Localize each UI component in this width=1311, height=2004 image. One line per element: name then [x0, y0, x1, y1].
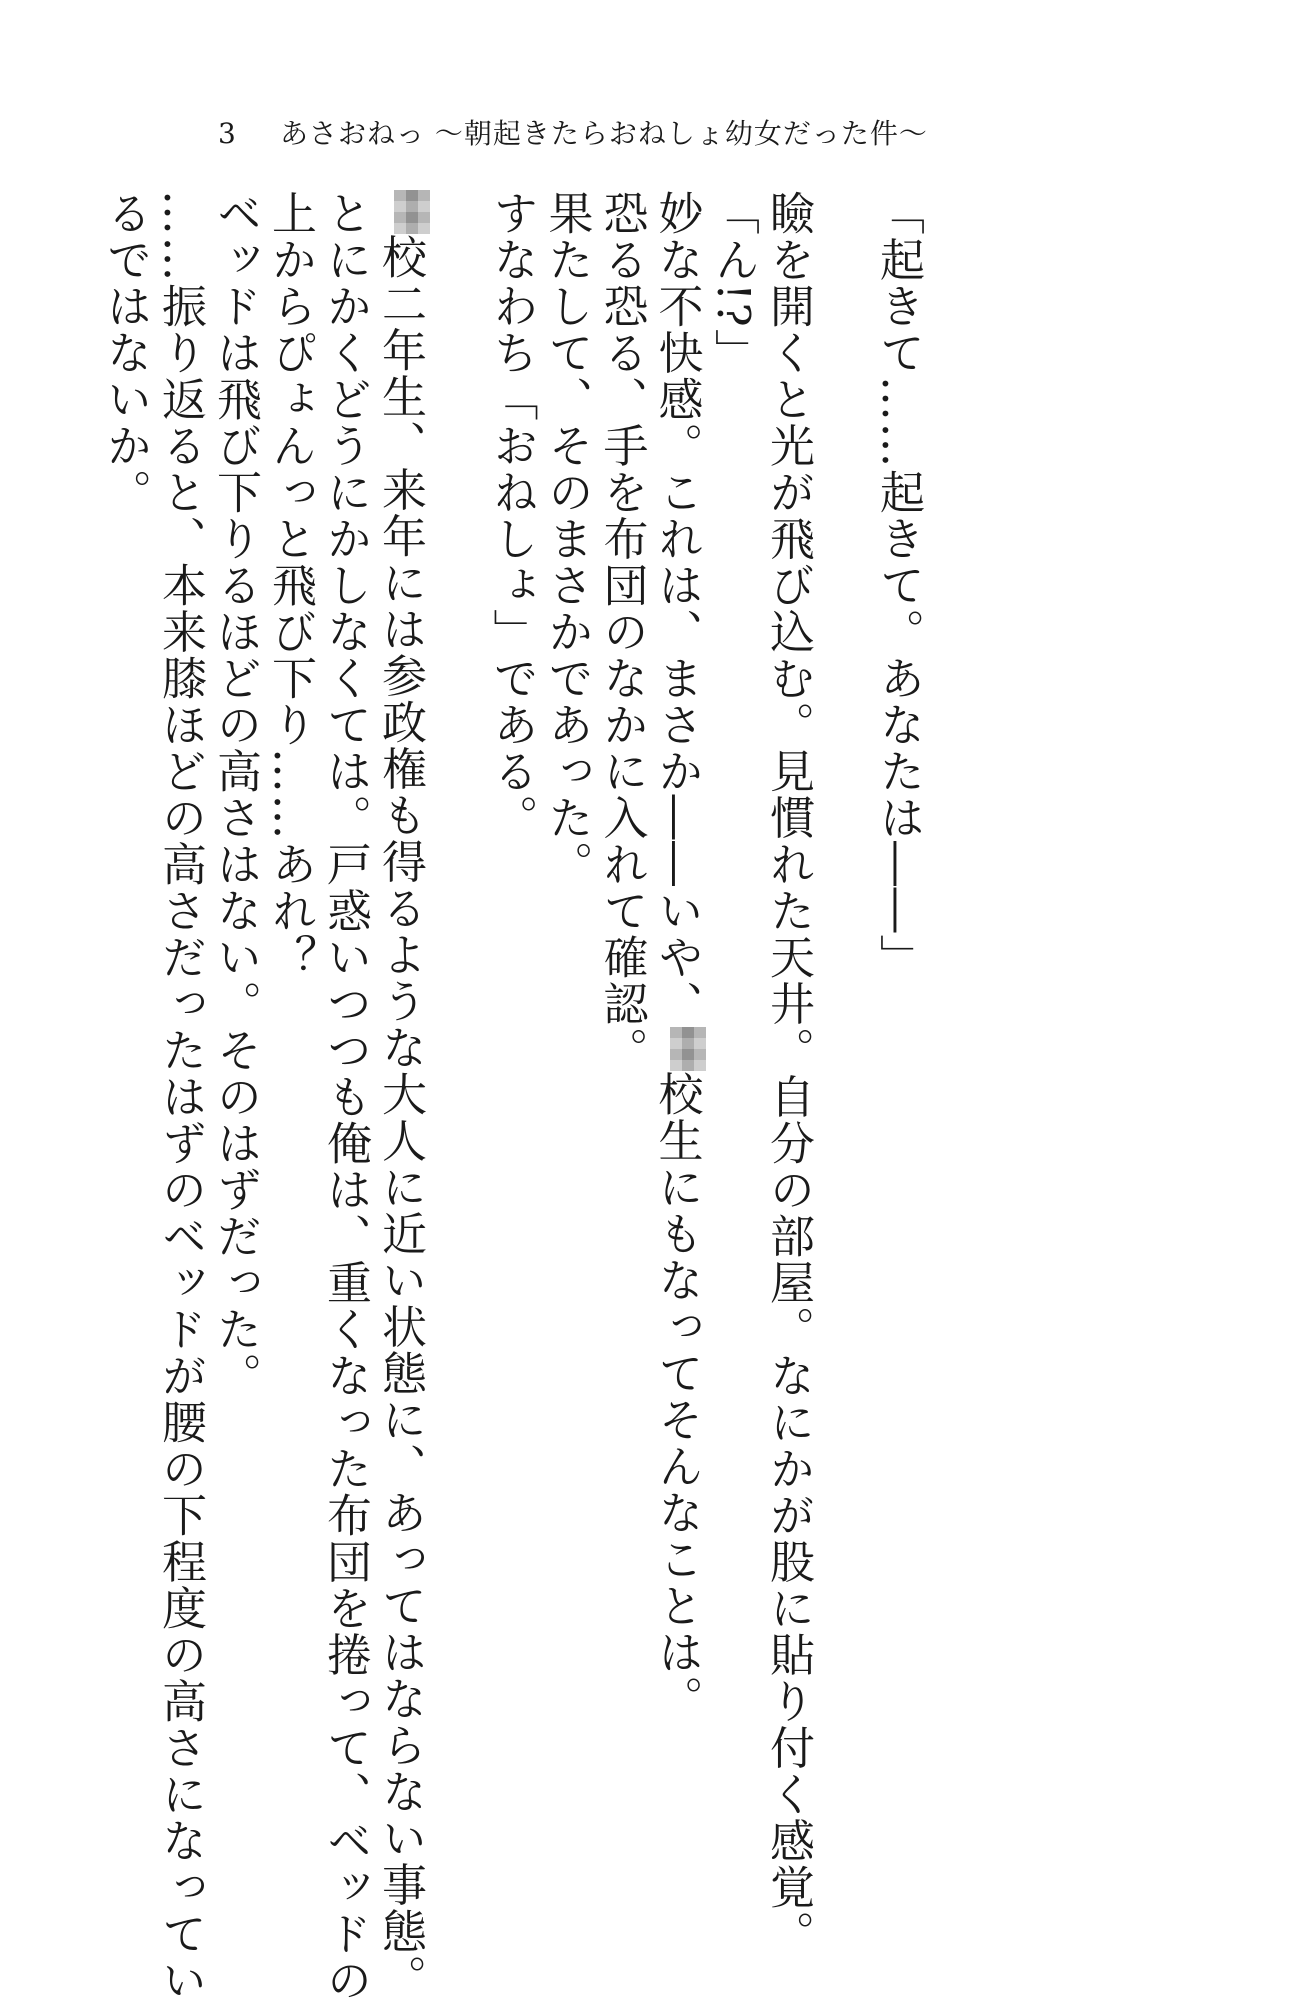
text-line: すなわち「おねしょ」である。	[485, 190, 539, 841]
text-line: 果たして、そのまさかであった。	[540, 190, 594, 888]
censor-mosaic	[670, 1027, 706, 1071]
blank-line	[816, 190, 871, 1630]
censor-mosaic	[394, 190, 430, 234]
blank-line	[430, 190, 485, 1630]
text-line: るではないか。	[99, 190, 152, 516]
text-line: 「起きて……起きて。あなたは――」	[872, 190, 925, 981]
text-line: 「ん!?」	[707, 190, 760, 375]
text-segment: 妙な不快感。これは、まさか――いや、	[650, 190, 704, 1027]
text-segment: 校二年生、来年には参政権も得るような大人に近い状態に、あってはならない事態。	[374, 234, 427, 2001]
text-line: ベッドは飛び下りるほどの高さはない。そのはずだった。	[209, 190, 262, 1399]
text-line: 上からぴょんっと飛び下り……あれ？	[264, 190, 317, 981]
text-line	[650, 190, 707, 1722]
vertical-body-text	[98, 190, 926, 2004]
book-title: あさおねっ ～朝起きたらおねしょ幼女だった件～	[280, 117, 928, 150]
text-line: 瞼を開くと光が飛び込む。見慣れた天井。自分の部屋。なにかが股に貼り付く感覚。	[762, 190, 815, 1957]
text-line	[373, 190, 430, 2001]
text-line: とにかくどうにかしなくては。戸惑いつつも俺は、重くなった布団を捲って、ベッドの	[319, 190, 372, 2004]
text-segment: 校生にもなってそんなことは。	[650, 1071, 704, 1722]
text-line: 恐る恐る、手を布団のなかに入れて確認。	[595, 190, 649, 1074]
page-number: 3	[218, 117, 237, 150]
running-header	[218, 112, 928, 152]
text-line: ……振り返ると、本来膝ほどの高さだったはずのベッドが腰の下程度の高さになってい	[154, 190, 207, 2004]
